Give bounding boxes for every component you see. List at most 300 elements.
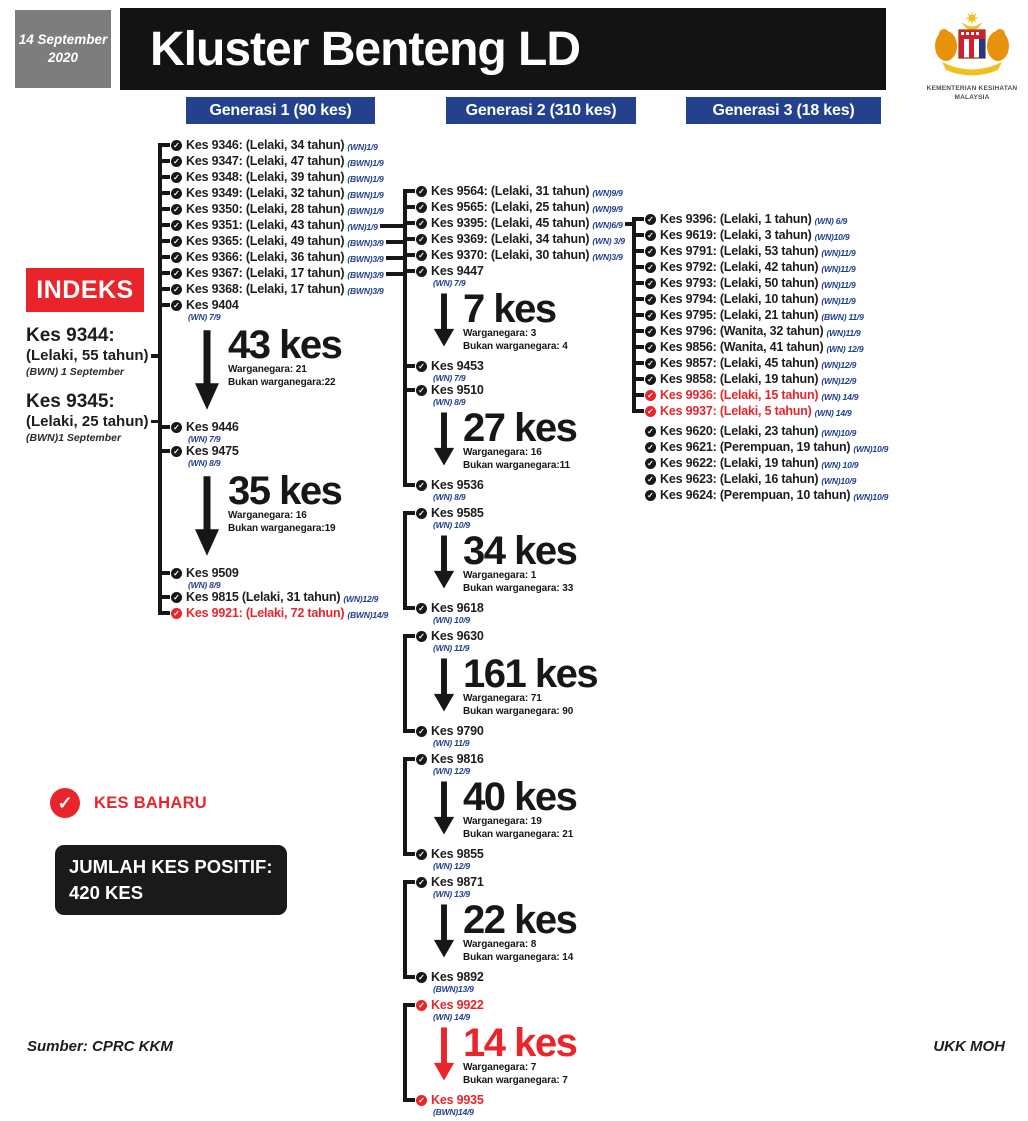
check-icon: ✓: [416, 385, 427, 396]
case-row: [403, 232, 625, 248]
legend-label: KES BAHARU: [94, 793, 208, 812]
warganegara-stat: Warganegara: 7: [463, 1062, 537, 1073]
case-tag: (WN)3/9: [592, 252, 623, 262]
case-row: [632, 440, 888, 456]
check-icon: ✓: [645, 294, 656, 305]
check-icon: ✓: [416, 234, 427, 245]
check-icon: ✓: [645, 374, 656, 385]
case-label: Kes 9856: (Wanita, 41 tahun): [660, 340, 824, 354]
case-date: (WN) 11/9: [433, 643, 470, 653]
case-row: [403, 200, 625, 216]
case-row: [158, 444, 388, 468]
case-row: [403, 875, 625, 899]
case-label: Kes 9623: (Lelaki, 16 tahun): [660, 472, 819, 486]
check-icon: ✓: [645, 310, 656, 321]
case-tag: (WN)10/9: [853, 444, 889, 454]
case-tag: (WN)6/9: [592, 220, 623, 230]
new-case-check-icon: ✓: [50, 788, 80, 818]
case-date: (WN) 8/9: [188, 458, 221, 468]
case-row: [158, 566, 388, 590]
case-row: [632, 388, 888, 404]
case-row: [403, 359, 625, 383]
case-row: [632, 456, 888, 472]
case-tag: (BWN)3/9: [347, 286, 384, 296]
case-tag: (BWN)1/9: [347, 174, 384, 184]
check-icon: ✓: [171, 284, 182, 295]
case-tag: (WN)1/9: [347, 142, 378, 152]
check-icon: ✓: [171, 236, 182, 247]
case-label: Kes 9475: [186, 444, 239, 458]
check-icon: ✓: [645, 214, 656, 225]
bukan-warganegara-stat: Bukan warganegara:19: [228, 522, 336, 534]
index-case-date: (BWN) 1 September: [26, 365, 125, 378]
case-label: Kes 9404: [186, 298, 239, 312]
tree-trunk: [403, 634, 407, 733]
generation-1-header: Generasi 1 (90 kes): [186, 97, 375, 124]
check-icon: ✓: [416, 480, 427, 491]
check-icon: ✓: [171, 422, 182, 433]
case-count: 35 kes: [228, 469, 342, 513]
case-row: [403, 970, 625, 994]
case-tag: (WN) 14/9: [821, 392, 859, 402]
case-row: [403, 752, 625, 776]
tree-trunk: [403, 1003, 407, 1102]
generation-1-column: [158, 138, 388, 626]
case-label: Kes 9446: [186, 420, 239, 434]
tree-trunk: [403, 757, 407, 856]
index-case-detail: (Lelaki, 55 tahun): [26, 346, 149, 364]
case-row: [158, 282, 388, 298]
case-label: Kes 9348: (Lelaki, 39 tahun): [186, 170, 345, 184]
case-count: 34 kes: [463, 529, 577, 573]
case-label: Kes 9536: [431, 478, 484, 492]
case-label: Kes 9453: [431, 359, 484, 373]
arrow-stats: [228, 510, 341, 535]
check-icon: ✓: [171, 156, 182, 167]
case-label: Kes 9935: [431, 1093, 484, 1107]
case-row: [632, 404, 888, 420]
generation-connector-line: [151, 354, 159, 358]
arrow-stats: [463, 939, 576, 964]
case-date: (WN) 8/9: [433, 397, 466, 407]
case-group: [403, 506, 625, 625]
warganegara-stat: Warganegara: 21: [228, 364, 307, 375]
case-tag: (WN) 3/9: [592, 236, 625, 246]
case-date: (WN) 10/9: [433, 520, 470, 530]
case-label: Kes 9790: [431, 724, 484, 738]
generation-connector-line: [151, 420, 159, 424]
arrow-stats: [463, 693, 597, 718]
warganegara-stat: Warganegara: 71: [463, 693, 542, 704]
ministry-line1: KEMENTERIAN KESIHATAN: [926, 85, 1018, 92]
case-label: Kes 9871: [431, 875, 484, 889]
generation-connector-line: [625, 222, 633, 226]
case-row: [632, 488, 888, 504]
case-tag: (BWN)3/9: [347, 254, 384, 264]
source-credit: Sumber: CPRC KKM: [27, 1038, 173, 1055]
case-label: Kes 9624: (Perempuan, 10 tahun): [660, 488, 851, 502]
check-icon: ✓: [645, 246, 656, 257]
case-label: Kes 9585: [431, 506, 484, 520]
case-label: Kes 9892: [431, 970, 484, 984]
check-icon: ✓: [171, 204, 182, 215]
case-row: [632, 308, 888, 324]
case-label: Kes 9510: [431, 383, 484, 397]
spread-arrow-annotation: [433, 406, 625, 472]
cluster-title: Kluster Benteng LD: [150, 22, 581, 76]
index-case-detail: (Lelaki, 25 tahun): [26, 412, 149, 430]
case-row: [403, 847, 625, 871]
case-date: (WN) 14/9: [433, 1012, 470, 1022]
case-tag: (WN)12/9: [821, 360, 857, 370]
check-icon: ✓: [171, 592, 182, 603]
check-icon: ✓: [645, 474, 656, 485]
author-credit: UKK MOH: [933, 1038, 1005, 1055]
case-tag: (WN)12/9: [343, 594, 379, 604]
case-row: [632, 472, 888, 488]
case-tag: (WN)11/9: [821, 296, 856, 306]
check-icon: ✓: [416, 508, 427, 519]
case-label: Kes 9395: (Lelaki, 45 tahun): [431, 216, 590, 230]
moh-logo: [924, 12, 1020, 103]
case-count: 7 kes: [463, 287, 556, 331]
case-count: 40 kes: [463, 775, 577, 819]
case-tag: (WN)10/9: [853, 492, 889, 502]
warganegara-stat: Warganegara: 8: [463, 939, 537, 950]
spread-arrow-annotation: [433, 898, 625, 964]
case-label: Kes 9346: (Lelaki, 34 tahun): [186, 138, 345, 152]
down-arrow-icon: [433, 292, 455, 348]
check-icon: ✓: [416, 202, 427, 213]
case-row: [403, 601, 625, 625]
check-icon: ✓: [645, 342, 656, 353]
down-arrow-icon: [433, 657, 455, 713]
case-row: [403, 248, 625, 264]
case-row: [632, 356, 888, 372]
check-icon: ✓: [645, 230, 656, 241]
case-row: [403, 478, 625, 502]
malaysia-coat-of-arms-icon: [930, 12, 1014, 78]
tree-trunk: [158, 143, 162, 615]
arrow-stats: [463, 816, 576, 841]
case-date: (WN) 8/9: [188, 580, 221, 590]
case-row: [632, 228, 888, 244]
case-row: [403, 383, 625, 407]
case-label: Kes 9793: (Lelaki, 50 tahun): [660, 276, 819, 290]
down-arrow-icon: [194, 474, 220, 558]
case-count: 161 kes: [463, 652, 598, 696]
case-group: [403, 875, 625, 994]
generation-connector-line: [386, 256, 404, 260]
down-arrow-icon: [433, 780, 455, 836]
case-label: Kes 9367: (Lelaki, 17 tahun): [186, 266, 345, 280]
spread-arrow-annotation: [433, 775, 625, 841]
case-label: Kes 9815 (Lelaki, 31 tahun): [186, 590, 341, 604]
check-icon: ✓: [645, 390, 656, 401]
check-icon: ✓: [645, 262, 656, 273]
case-label: Kes 9370: (Lelaki, 30 tahun): [431, 248, 590, 262]
case-row: [632, 244, 888, 260]
spread-arrow-annotation: [433, 1021, 625, 1087]
case-row: [632, 372, 888, 388]
case-row: [158, 170, 388, 186]
case-count: 27 kes: [463, 406, 577, 450]
case-row: [632, 324, 888, 340]
bukan-warganegara-stat: Bukan warganegara: 7: [463, 1074, 568, 1086]
case-tag: (WN)10/9: [814, 232, 850, 242]
check-icon: ✓: [645, 426, 656, 437]
check-icon: ✓: [416, 972, 427, 983]
total-line1: JUMLAH KES POSITIF:: [69, 856, 273, 877]
case-label: Kes 9447: [431, 264, 484, 278]
case-row: [632, 260, 888, 276]
warganegara-stat: Warganegara: 1: [463, 570, 537, 581]
case-label: Kes 9620: (Lelaki, 23 tahun): [660, 424, 819, 438]
case-label: Kes 9565: (Lelaki, 25 tahun): [431, 200, 590, 214]
case-label: Kes 9622: (Lelaki, 19 tahun): [660, 456, 819, 470]
down-arrow-icon: [433, 903, 455, 959]
case-count: 14 kes: [463, 1021, 577, 1065]
case-date: (WN) 11/9: [433, 738, 470, 748]
tree-trunk: [403, 511, 407, 610]
case-label: Kes 9351: (Lelaki, 43 tahun): [186, 218, 345, 232]
case-label: Kes 9564: (Lelaki, 31 tahun): [431, 184, 590, 198]
check-icon: ✓: [171, 220, 182, 231]
case-label: Kes 9792: (Lelaki, 42 tahun): [660, 260, 819, 274]
case-date: (WN) 12/9: [433, 766, 470, 776]
case-label: Kes 9347: (Lelaki, 47 tahun): [186, 154, 345, 168]
case-label: Kes 9791: (Lelaki, 53 tahun): [660, 244, 819, 258]
check-icon: ✓: [416, 726, 427, 737]
case-row: [158, 154, 388, 170]
case-tag: (BWN)14/9: [347, 610, 389, 620]
case-row: [158, 186, 388, 202]
case-row: [158, 138, 388, 154]
check-icon: ✓: [645, 490, 656, 501]
case-label: Kes 9796: (Wanita, 32 tahun): [660, 324, 824, 338]
case-row: [158, 218, 388, 234]
check-icon: ✓: [645, 358, 656, 369]
arrow-stats: [228, 364, 341, 389]
case-tag: (WN) 12/9: [826, 344, 864, 354]
case-tag: (WN)11/9: [821, 248, 856, 258]
case-tag: (WN)10/9: [821, 428, 857, 438]
warganegara-stat: Warganegara: 19: [463, 816, 542, 827]
case-label: Kes 9621: (Perempuan, 19 tahun): [660, 440, 851, 454]
case-label: Kes 9619: (Lelaki, 3 tahun): [660, 228, 812, 242]
case-date: (WN) 8/9: [433, 492, 466, 502]
case-tag: (BWN)1/9: [347, 206, 384, 216]
case-row: [632, 212, 888, 228]
check-icon: ✓: [416, 849, 427, 860]
case-tag: (WN)9/9: [592, 188, 623, 198]
warganegara-stat: Warganegara: 16: [228, 510, 307, 521]
case-row: [403, 998, 625, 1022]
check-icon: ✓: [416, 266, 427, 277]
bukan-warganegara-stat: Bukan warganegara: 4: [463, 340, 568, 352]
check-icon: ✓: [171, 446, 182, 457]
check-icon: ✓: [171, 568, 182, 579]
check-icon: ✓: [171, 268, 182, 279]
generation-connector-line: [386, 240, 404, 244]
case-label: Kes 9794: (Lelaki, 10 tahun): [660, 292, 819, 306]
case-group: [632, 212, 888, 420]
case-label: Kes 9350: (Lelaki, 28 tahun): [186, 202, 345, 216]
case-tag: (WN)1/9: [347, 222, 378, 232]
case-date: (WN) 7/9: [433, 278, 466, 288]
case-tag: (WN) 14/9: [814, 408, 852, 418]
check-icon: ✓: [645, 406, 656, 417]
indeks-title: INDEKS: [26, 268, 144, 312]
check-icon: ✓: [645, 326, 656, 337]
case-label: Kes 9937: (Lelaki, 5 tahun): [660, 404, 812, 418]
index-case-id: Kes 9345:: [26, 390, 115, 412]
case-row: [632, 424, 888, 440]
case-row: [403, 629, 625, 653]
tree-trunk: [632, 217, 636, 413]
generation-3-column: [632, 212, 888, 508]
title-banner: [120, 8, 886, 90]
case-row: [632, 340, 888, 356]
bukan-warganegara-stat: Bukan warganegara: 90: [463, 705, 574, 717]
case-tag: (BWN) 11/9: [821, 312, 864, 322]
check-icon: ✓: [171, 172, 182, 183]
case-row: [158, 266, 388, 282]
check-icon: ✓: [171, 300, 182, 311]
case-label: Kes 9858: (Lelaki, 19 tahun): [660, 372, 819, 386]
case-row: [158, 606, 388, 622]
case-label: Kes 9365: (Lelaki, 49 tahun): [186, 234, 345, 248]
check-icon: ✓: [416, 361, 427, 372]
check-icon: ✓: [416, 603, 427, 614]
case-count: 22 kes: [463, 898, 577, 942]
down-arrow-icon: [433, 534, 455, 590]
case-date: (WN) 7/9: [433, 373, 466, 383]
case-row: [632, 276, 888, 292]
case-row: [403, 184, 625, 200]
generation-2-column: [403, 184, 625, 1121]
case-row: [403, 724, 625, 748]
case-row: [158, 234, 388, 250]
index-case-date: (BWN)1 September: [26, 431, 122, 444]
bukan-warganegara-stat: Bukan warganegara:11: [463, 459, 570, 471]
case-label: Kes 9509: [186, 566, 239, 580]
spread-arrow-annotation: [194, 469, 388, 558]
case-group: [403, 184, 625, 502]
case-label: Kes 9816: [431, 752, 484, 766]
case-label: Kes 9349: (Lelaki, 32 tahun): [186, 186, 345, 200]
case-date: (WN) 7/9: [188, 434, 221, 444]
check-icon: ✓: [416, 186, 427, 197]
check-icon: ✓: [416, 218, 427, 229]
check-icon: ✓: [416, 877, 427, 888]
spread-arrow-annotation: [433, 652, 625, 718]
ministry-line2: MALAYSIA: [954, 93, 990, 101]
case-tag: (WN)11/9: [826, 328, 861, 338]
total-positive-box: [55, 845, 287, 915]
case-tag: (BWN)1/9: [347, 190, 384, 200]
case-label: Kes 9857: (Lelaki, 45 tahun): [660, 356, 819, 370]
check-icon: ✓: [416, 1095, 427, 1106]
case-group: [403, 998, 625, 1117]
case-tag: (WN)9/9: [592, 204, 623, 214]
case-row: [158, 298, 388, 322]
case-date: (WN) 7/9: [188, 312, 221, 322]
arrow-stats: [463, 1062, 576, 1087]
bukan-warganegara-stat: Bukan warganegara:22: [228, 376, 336, 388]
case-tag: (WN) 10/9: [821, 460, 859, 470]
arrow-stats: [463, 447, 576, 472]
case-label: Kes 9368: (Lelaki, 17 tahun): [186, 282, 345, 296]
check-icon: ✓: [171, 608, 182, 619]
check-icon: ✓: [171, 252, 182, 263]
case-label: Kes 9936: (Lelaki, 15 tahun): [660, 388, 819, 402]
case-label: Kes 9630: [431, 629, 484, 643]
check-icon: ✓: [416, 631, 427, 642]
case-label: Kes 9855: [431, 847, 484, 861]
bukan-warganegara-stat: Bukan warganegara: 33: [463, 582, 574, 594]
case-tag: (WN) 6/9: [814, 216, 848, 226]
case-tag: (BWN)3/9: [347, 238, 384, 248]
bukan-warganegara-stat: Bukan warganegara: 14: [463, 951, 574, 963]
case-tag: (WN)11/9: [821, 280, 856, 290]
check-icon: ✓: [645, 458, 656, 469]
case-label: Kes 9366: (Lelaki, 36 tahun): [186, 250, 345, 264]
warganegara-stat: Warganegara: 3: [463, 328, 537, 339]
arrow-stats: [463, 328, 568, 353]
case-date: (WN) 12/9: [433, 861, 470, 871]
spread-arrow-annotation: [433, 529, 625, 595]
case-row: [403, 506, 625, 530]
case-row: [158, 202, 388, 218]
case-label: Kes 9396: (Lelaki, 1 tahun): [660, 212, 812, 226]
check-icon: ✓: [416, 754, 427, 765]
check-icon: ✓: [416, 1000, 427, 1011]
case-tag: (WN)11/9: [821, 264, 856, 274]
case-group: [403, 752, 625, 871]
warganegara-stat: Warganegara: 16: [463, 447, 542, 458]
date-line1: 14 September: [18, 32, 108, 48]
case-date: (WN) 10/9: [433, 615, 470, 625]
case-label: Kes 9921: (Lelaki, 72 tahun): [186, 606, 345, 620]
check-icon: ✓: [645, 442, 656, 453]
down-arrow-icon: [194, 328, 220, 412]
generation-connector-line: [380, 224, 404, 228]
case-group: [632, 424, 888, 504]
case-tag: (BWN)1/9: [347, 158, 384, 168]
case-row: [632, 292, 888, 308]
case-date: (WN) 13/9: [433, 889, 470, 899]
generation-connector-line: [386, 272, 404, 276]
arrow-stats: [463, 570, 576, 595]
case-label: Kes 9369: (Lelaki, 34 tahun): [431, 232, 590, 246]
down-arrow-icon: [433, 1026, 455, 1082]
case-row: [403, 264, 625, 288]
check-icon: ✓: [416, 250, 427, 261]
case-count: 43 kes: [228, 323, 342, 367]
legend-kes-baharu: [50, 788, 207, 818]
case-row: [158, 590, 388, 606]
check-icon: ✓: [645, 278, 656, 289]
generation-3-header: Generasi 3 (18 kes): [686, 97, 881, 124]
case-row: [403, 216, 625, 232]
case-label: Kes 9618: [431, 601, 484, 615]
case-date: (BWN)14/9: [433, 1107, 474, 1117]
case-row: [158, 420, 388, 444]
case-label: Kes 9922: [431, 998, 484, 1012]
bukan-warganegara-stat: Bukan warganegara: 21: [463, 828, 574, 840]
case-tag: (WN)10/9: [821, 476, 857, 486]
